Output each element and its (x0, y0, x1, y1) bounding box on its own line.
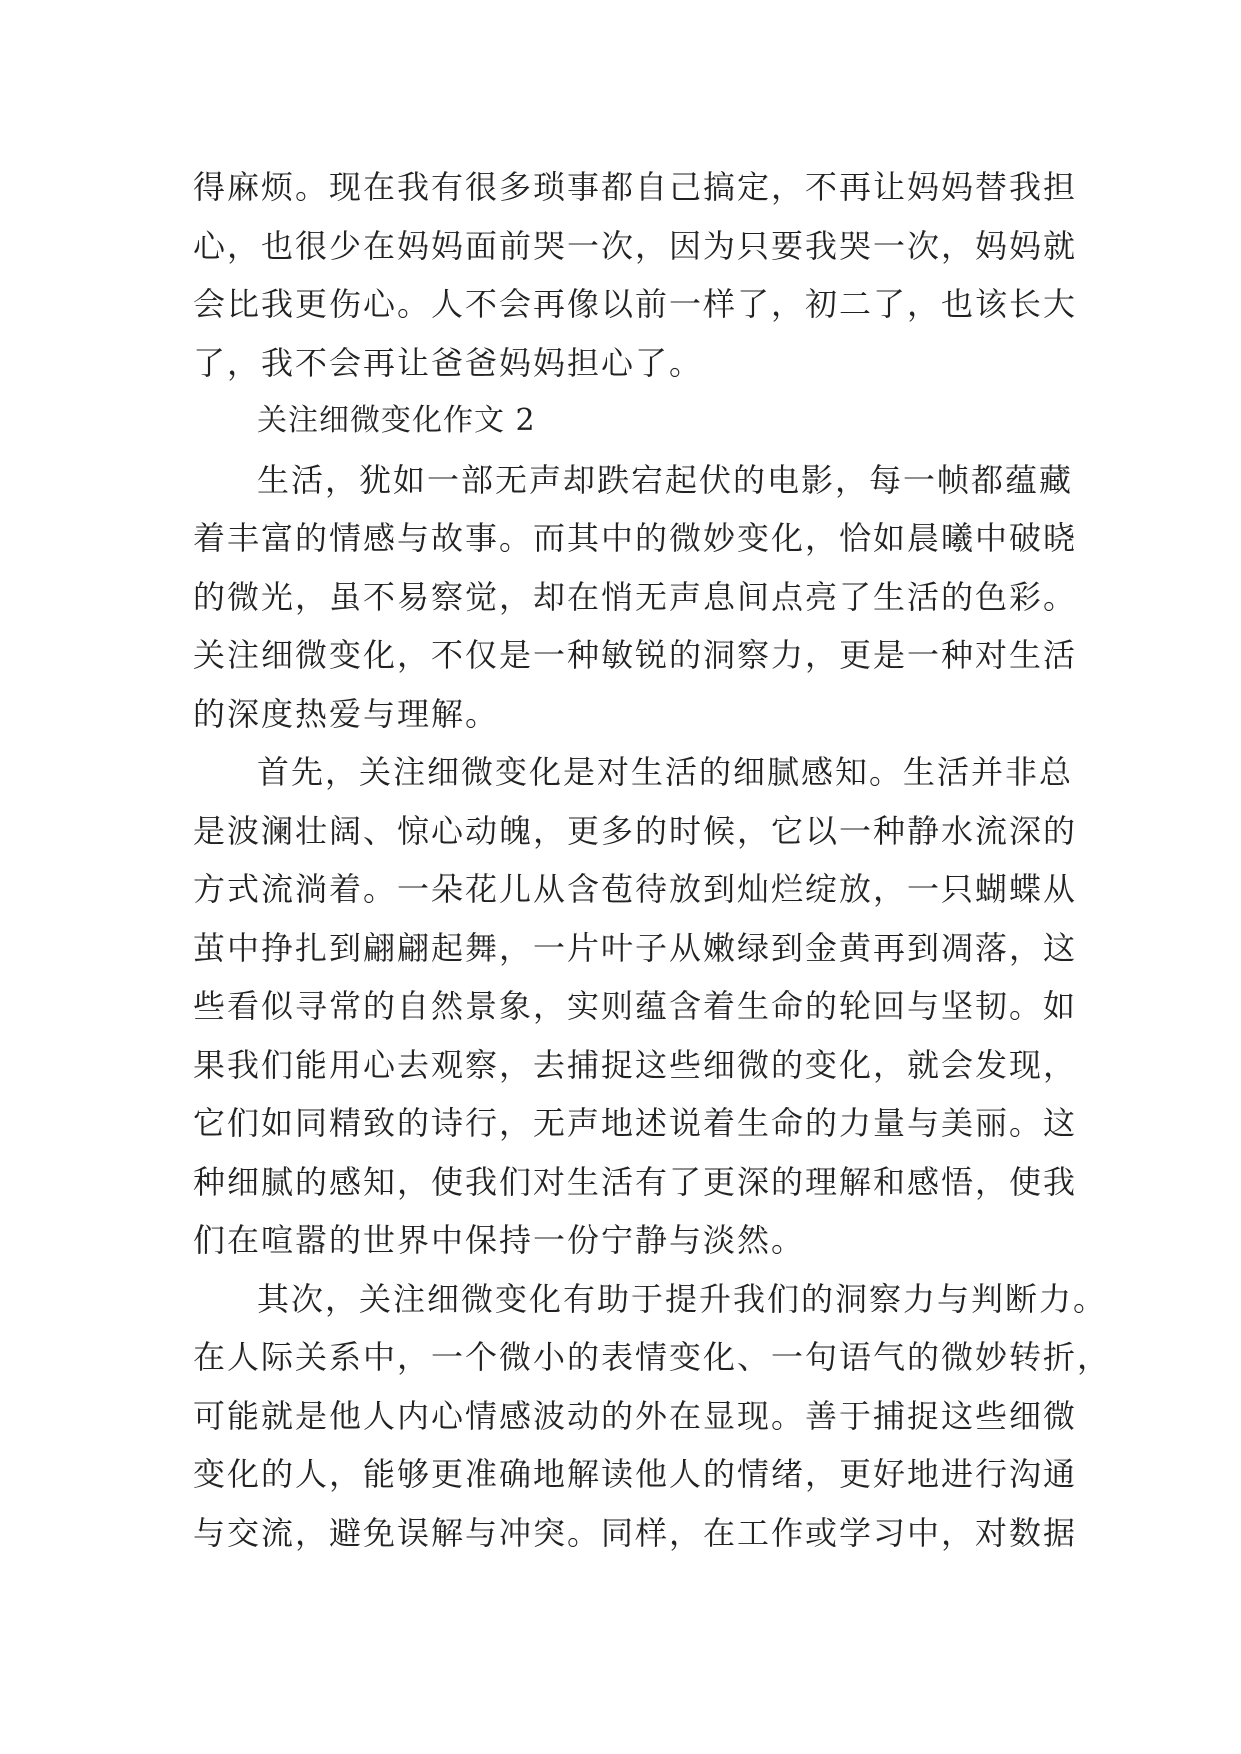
paragraph-3-line: 在人际关系中，一个微小的表情变化、一句语气的微妙转折， (193, 1338, 1112, 1376)
paragraph-2-line: 首先，关注细微变化是对生活的细腻感知。生活并非总 (257, 753, 1074, 791)
paragraph-3-line: 变化的人，能够更准确地解读他人的情绪，更好地进行沟通 (193, 1455, 1078, 1493)
paragraph-2-line: 它们如同精致的诗行，无声地述说着生命的力量与美丽。这 (193, 1104, 1078, 1142)
paragraph-2-line: 果我们能用心去观察，去捕捉这些细微的变化，就会发现， (193, 1045, 1078, 1084)
paragraph-2-line: 茧中挣扎到翩翩起舞，一片叶子从嫩绿到金黄再到凋落，这 (193, 928, 1078, 967)
text-line: 心，也很少在妈妈面前哭一次，因为只要我哭一次，妈妈就 (193, 226, 1078, 265)
essay-body (193, 158, 1112, 1562)
paragraph-1-line: 的微光，虽不易察觉，却在悄无声息间点亮了生活的色彩。 (193, 577, 1078, 616)
paragraph-2-line: 方式流淌着。一朵花儿从含苞待放到灿烂绽放，一只蝴蝶从 (193, 870, 1078, 908)
paragraph-3-line: 与交流，避免误解与冲突。同样，在工作或学习中，对数据 (193, 1513, 1078, 1552)
paragraph-1-line: 关注细微变化，不仅是一种敏锐的洞察力，更是一种对生活 (193, 636, 1078, 674)
paragraph-2-line: 是波澜壮阔、惊心动魄，更多的时候，它以一种静水流深的 (193, 811, 1078, 850)
essay-title: 关注细微变化作文 2 (257, 403, 536, 438)
paragraph-1-line: 的深度热爱与理解。 (193, 694, 500, 733)
text-line: 会比我更伤心。人不会再像以前一样了，初二了，也该长大 (193, 285, 1078, 323)
paragraph-3-line: 其次，关注细微变化有助于提升我们的洞察力与判断力。 (257, 1279, 1108, 1318)
paragraph-2-line: 们在喧嚣的世界中保持一份宁静与淡然。 (193, 1221, 806, 1259)
text-line: 得麻烦。现在我有很多琐事都自己搞定，不再让妈妈替我担 (193, 168, 1078, 206)
text-line: 了，我不会再让爸爸妈妈担心了。 (193, 343, 704, 382)
paragraph-2-line: 种细腻的感知，使我们对生活有了更深的理解和感悟，使我 (193, 1162, 1078, 1201)
paragraph-2-line: 些看似寻常的自然景象，实则蕴含着生命的轮回与坚韧。如 (193, 987, 1078, 1025)
paragraph-1-line: 着丰富的情感与故事。而其中的微妙变化，恰如晨曦中破晓 (193, 519, 1078, 557)
paragraph-1-line: 生活，犹如一部无声却跌宕起伏的电影，每一帧都蕴藏 (257, 460, 1074, 499)
paragraph-3-line: 可能就是他人内心情感波动的外在显现。善于捕捉这些细微 (193, 1396, 1078, 1435)
